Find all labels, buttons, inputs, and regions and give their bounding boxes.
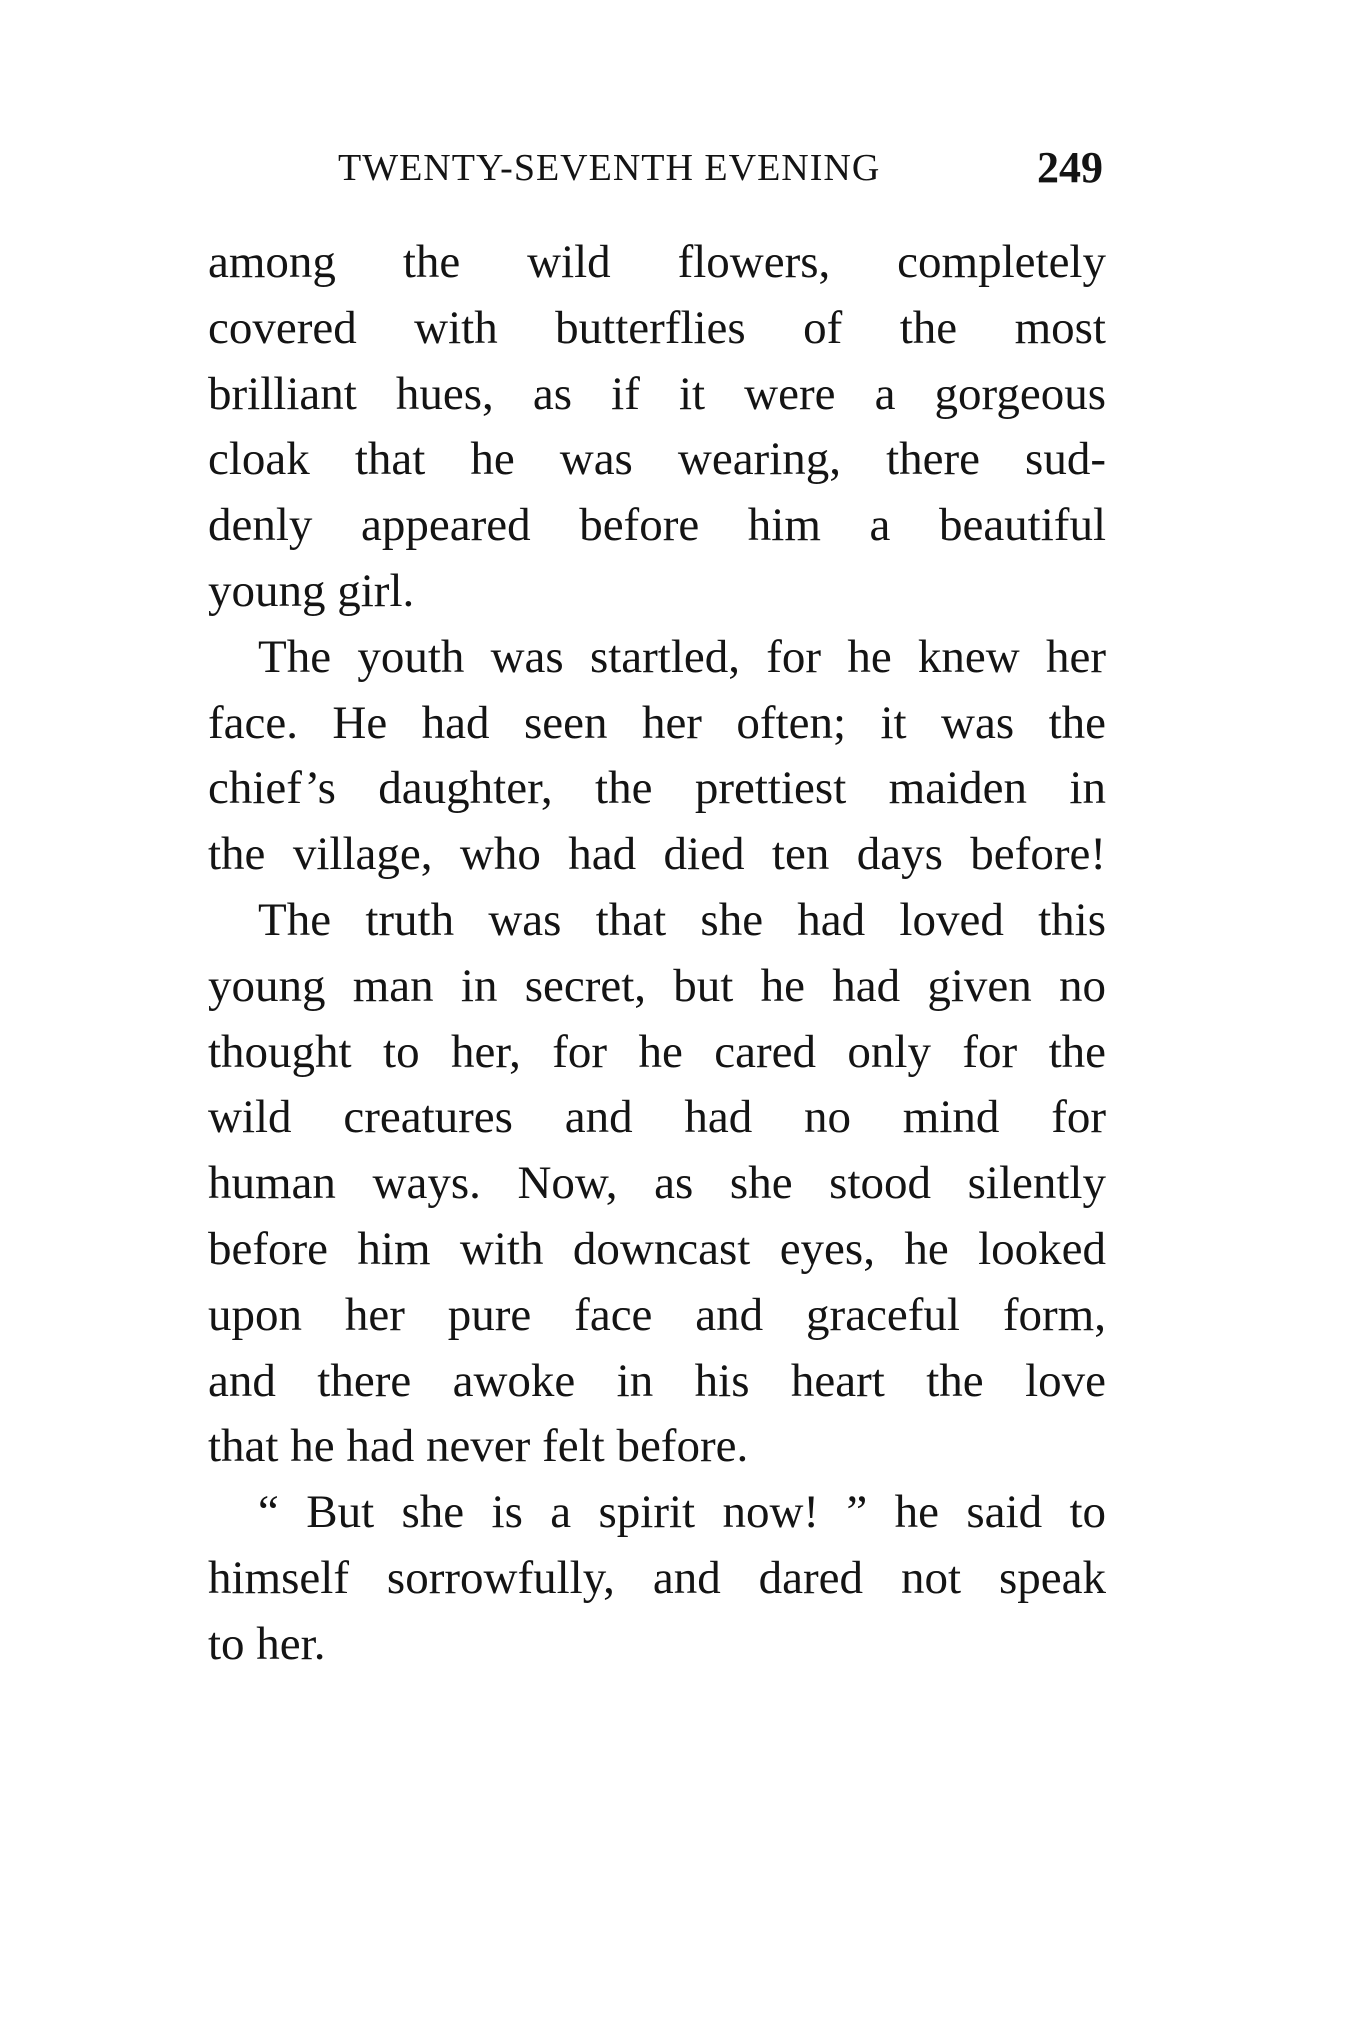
body-text — [208, 230, 1106, 1678]
text-line: thought to her, for he cared only for the — [208, 1025, 1106, 1078]
text-line: before him with downcast eyes, he looked — [208, 1222, 1106, 1275]
text-line: denly appeared before him a beautiful — [208, 499, 1106, 552]
text-line: brilliant hues, as if it were a gorgeous — [208, 367, 1106, 420]
text-line: that he had never felt before. — [208, 1420, 749, 1473]
text-line: among the wild flowers, completely — [208, 236, 1106, 288]
text-line: chief’s daughter, the prettiest maiden in — [208, 762, 1106, 815]
page-number: 249 — [1037, 143, 1103, 192]
text-line: upon her pure face and graceful form, — [208, 1288, 1106, 1341]
text-line: “ But she is a spirit now! ” he said to — [258, 1486, 1106, 1539]
text-line: and there awoke in his heart the love — [208, 1354, 1106, 1407]
text-line: wild creatures and had no mind for — [208, 1091, 1106, 1144]
running-head: TWENTY-SEVENTH EVENING — [338, 147, 881, 189]
text-line: The truth was that she had loved this — [258, 893, 1106, 946]
text-line: covered with butterflies of the most — [208, 301, 1106, 354]
text-line: cloak that he was wearing, there sud- — [208, 433, 1106, 486]
page-header — [338, 140, 1103, 196]
text-line: young man in secret, but he had given no — [208, 959, 1106, 1012]
text-line: young girl. — [208, 564, 415, 617]
text-line: to her. — [208, 1617, 326, 1670]
text-line: the village, who had died ten days before! — [208, 828, 1106, 881]
text-line: human ways. Now, as she stood silently — [208, 1157, 1106, 1210]
text-line: The youth was startled, for he knew her — [258, 630, 1106, 683]
text-line: himself sorrowfully, and dared not speak — [208, 1551, 1106, 1604]
text-line: face. He had seen her often; it was the — [208, 696, 1106, 749]
